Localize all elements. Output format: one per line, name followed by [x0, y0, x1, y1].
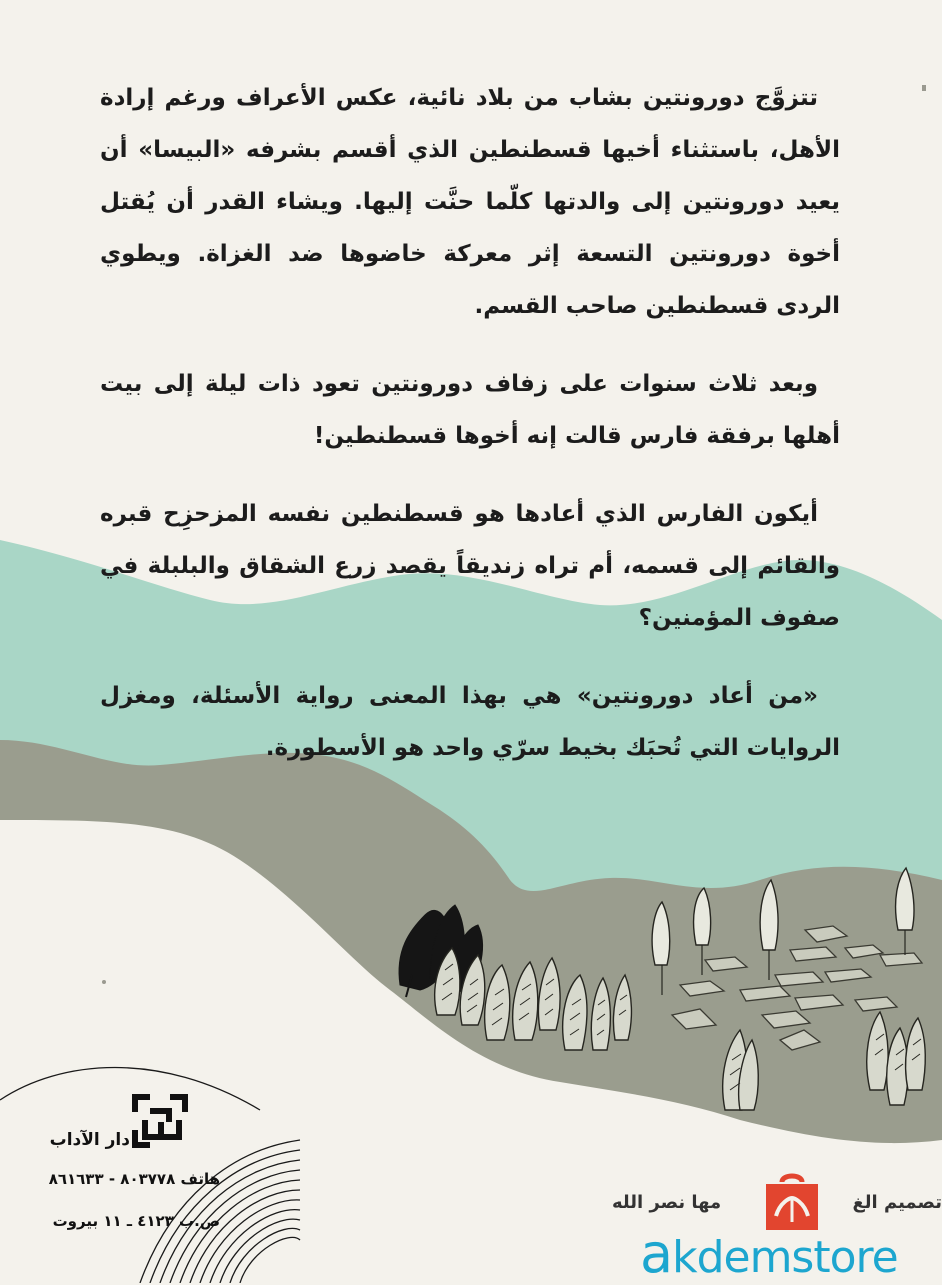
margin-mark: [922, 85, 926, 91]
publisher-phone: هاتف ٨٠٣٧٧٨ - ٨٦١٦٣٣: [48, 1170, 220, 1188]
blurb-paragraph-1: تتزوَّج دورونتين بشاب من بلاد نائية، عكس الأعراف ورغم إرادة الأهل، باستثناء أخيها قسطنطين الذي أقسم بشرفه «البيسا» أن يعيد دورونتين إلى والدتها كلّما حنَّت إليها. ويشاء القدر أن يُقتل أخوة دورونتين التسعة إثر معركة خاضوها ضد الغزاة. ويطوي الردى قسطنطين صاحب القسم.: [100, 85, 840, 319]
watermark-rest: kdemstore: [672, 1232, 898, 1283]
publisher-logo: [128, 1090, 192, 1152]
margin-dot: [102, 980, 106, 984]
watermark-store-name: [640, 1222, 898, 1285]
watermark-book-icon: [762, 1172, 822, 1234]
back-cover-blurb: [100, 72, 840, 800]
blurb-paragraph-2: وبعد ثلاث سنوات على زفاف دورونتين تعود ذات ليلة إلى بيت أهلها برفقة فارس قالت إنه أخوها قسطنطين!: [100, 371, 840, 449]
cover-design-credit-label: تصميم الغ: [852, 1192, 942, 1213]
watermark-letter-a: a: [640, 1222, 673, 1285]
blurb-paragraph-3: أيكون الفارس الذي أعادها هو قسطنطين نفسه المزحزِح قبره والقائم إلى قسمه، أم تراه زنديقاً يقصد زرع الشقاق والبلبلة في صفوف المؤمنين؟: [100, 501, 840, 631]
cover-designer-name: مها نصر الله: [612, 1192, 722, 1213]
publisher-name: دار الآداب: [49, 1130, 130, 1150]
publisher-address: ص.ب ٤١٢٣ ـ ١١ بيروت: [52, 1212, 220, 1230]
blurb-paragraph-4: «من أعاد دورونتين» هي بهذا المعنى رواية الأسئلة، ومغزل الروايات التي تُحبَك بخيط سرّي واحد هو الأسطورة.: [100, 683, 840, 761]
